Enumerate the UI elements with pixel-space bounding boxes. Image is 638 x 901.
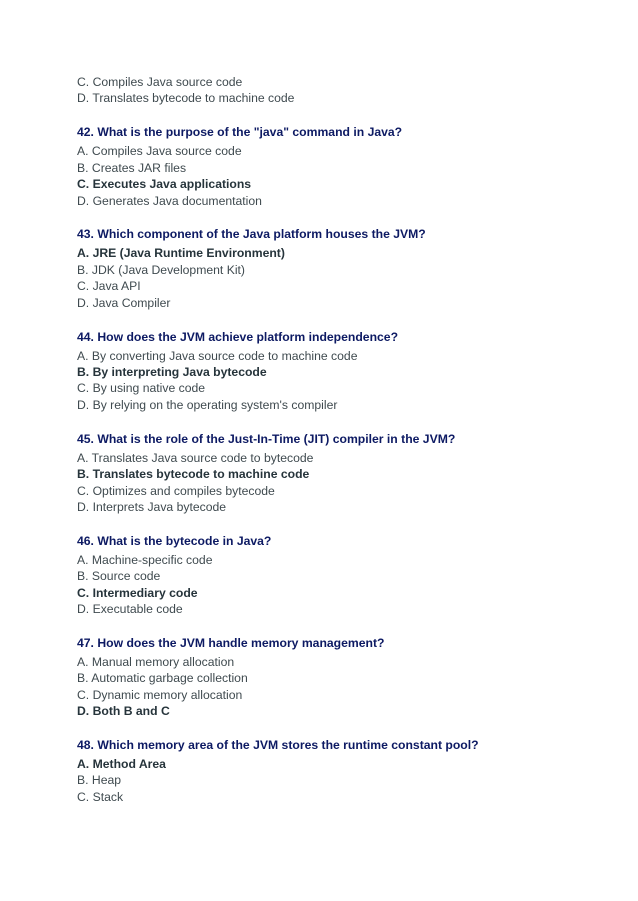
correct-answer-option: A. JRE (Java Runtime Environment) [77, 246, 285, 261]
question-block [77, 226, 598, 311]
answer-option: C. Optimizes and compiles bytecode [77, 483, 275, 498]
answer-option: D. Java Compiler [77, 295, 171, 310]
answer-option: B. JDK (Java Development Kit) [77, 262, 245, 277]
answer-option: C. Stack [77, 789, 124, 804]
answer-option: B. Creates JAR files [77, 160, 187, 175]
question-heading: 44. How does the JVM achieve platform independence? [77, 329, 399, 344]
answer-option: C. Compiles Java source code [77, 75, 243, 89]
question-block [77, 737, 598, 805]
question-block [77, 124, 598, 209]
answer-option: A. Compiles Java source code [77, 144, 242, 159]
question-heading: 48. Which memory area of the JVM stores the runtime constant pool? [77, 738, 479, 753]
answer-option: D. By relying on the operating system's compiler [77, 397, 338, 412]
question-heading: 47. How does the JVM handle memory management? [77, 635, 385, 650]
answer-option: B. Automatic garbage collection [77, 671, 248, 686]
answer-option: D. Interprets Java bytecode [77, 499, 227, 514]
correct-answer-option: C. Intermediary code [77, 585, 198, 600]
correct-answer-option: B. Translates bytecode to machine code [77, 467, 310, 482]
question-heading: 42. What is the purpose of the "java" command in Java? [77, 125, 403, 140]
answer-option: C. Java API [77, 279, 141, 294]
answer-option: D. Translates bytecode to machine code [77, 91, 295, 106]
correct-answer-option: C. Executes Java applications [77, 177, 252, 192]
question-block [77, 635, 598, 720]
answer-option: D. Executable code [77, 602, 183, 617]
question-block [77, 533, 598, 618]
question-heading: 46. What is the bytecode in Java? [77, 533, 272, 548]
answer-option: A. Translates Java source code to bytecode [77, 450, 314, 465]
answer-option: A. By converting Java source code to machine code [77, 348, 358, 363]
question-block [77, 431, 598, 516]
question-block [77, 329, 598, 414]
answer-option: A. Machine-specific code [77, 552, 213, 567]
answer-option: C. Dynamic memory allocation [77, 687, 243, 702]
question-heading: 45. What is the role of the Just-In-Time (JIT) compiler in the JVM? [77, 431, 456, 446]
quiz-page [77, 74, 598, 805]
correct-answer-option: D. Both B and C [77, 704, 170, 719]
answer-option: D. Generates Java documentation [77, 193, 262, 208]
answer-option: A. Manual memory allocation [77, 654, 235, 669]
answer-option: B. Source code [77, 569, 161, 584]
answer-option: C. By using native code [77, 381, 206, 396]
question-list [77, 124, 598, 805]
correct-answer-option: B. By interpreting Java bytecode [77, 364, 267, 379]
correct-answer-option: A. Method Area [77, 757, 166, 772]
previous-question-options [77, 74, 598, 107]
question-heading: 43. Which component of the Java platform houses the JVM? [77, 227, 426, 242]
answer-option: B. Heap [77, 773, 122, 788]
